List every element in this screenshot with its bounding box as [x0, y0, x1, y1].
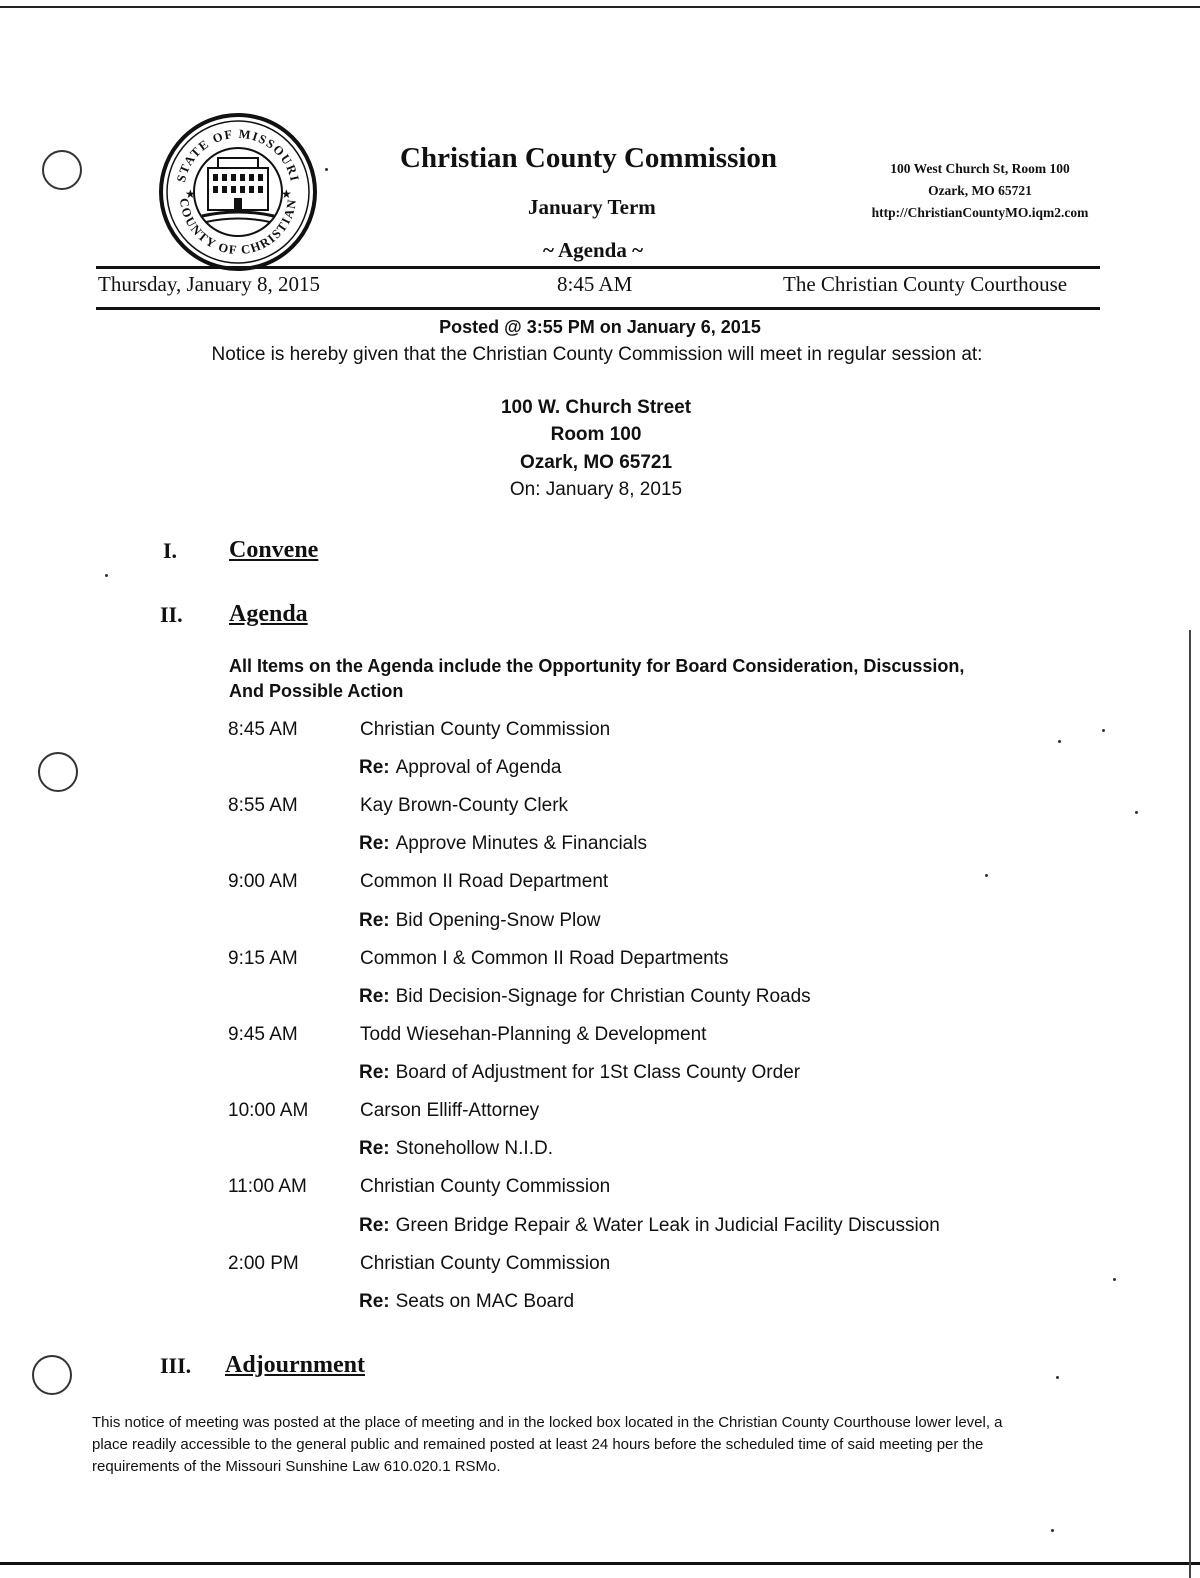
meeting-date: Thursday, January 8, 2015: [98, 272, 321, 296]
session-notice: Notice is hereby given that the Christian County Commission will meet in regular session at:: [211, 344, 983, 365]
agenda-item-subject-text: Bid Decision-Signage for Christian County Roads: [395, 986, 811, 1007]
agenda-item-presenter: Christian County Commission: [360, 1253, 611, 1274]
svg-text:★: ★: [185, 187, 196, 201]
agenda-item-subject: [359, 1062, 800, 1084]
term-label: January Term: [528, 195, 656, 219]
punch-hole-top: [42, 150, 82, 190]
location-city: Ozark, MO 65721: [519, 452, 673, 473]
agenda-item-subject: [359, 1215, 940, 1237]
website-link[interactable]: http://ChristianCountyMO.iqm2.com: [871, 205, 1089, 220]
scan-speck: [1056, 1376, 1059, 1379]
agenda-item-presenter: Christian County Commission: [360, 719, 611, 740]
agenda-item-time: 8:45 AM: [228, 719, 298, 740]
location-date: On: January 8, 2015: [509, 479, 683, 500]
agenda-intro: All Items on the Agenda include the Opportunity for Board Consideration, Discussion,: [229, 656, 965, 676]
agenda-item-presenter: Common II Road Department: [360, 871, 609, 892]
agenda-intro: And Possible Action: [229, 681, 404, 701]
address-city: Ozark, MO 65721: [928, 183, 1032, 198]
agenda-item-time: 2:00 PM: [228, 1253, 299, 1274]
scan-speck: [1135, 811, 1138, 814]
posted-notice: Posted @ 3:55 PM on January 6, 2015: [439, 317, 761, 337]
header-rule-bottom: [96, 307, 1100, 310]
section-title-convene: Convene: [229, 537, 319, 563]
re-label: Re:: [359, 986, 390, 1007]
location-street: 100 W. Church Street: [500, 397, 692, 418]
posting-statement: This notice of meeting was posted at the place of meeting and in the locked box located in the Christian County Courthouse lower level, a place readily accessible to the general public and remained posted at least 24 hours before the scheduled time of said meeting per the requirements of the Missouri Sunshine Law 610.020.1 RSMo.: [92, 1414, 1003, 1475]
section-title-adjournment: Adjournment: [225, 1352, 366, 1378]
section-number: II.: [160, 602, 183, 627]
section-title-agenda: Agenda: [229, 601, 308, 627]
re-label: Re:: [359, 910, 390, 931]
agenda-item-time: 9:15 AM: [228, 948, 298, 969]
agenda-item-subject-text: Green Bridge Repair & Water Leak in Judicial Facility Discussion: [395, 1215, 940, 1236]
scan-border-bottom: [0, 1562, 1200, 1565]
agenda-item-subject-text: Seats on MAC Board: [395, 1291, 575, 1312]
agenda-item-time: 10:00 AM: [228, 1100, 309, 1121]
scan-speck: [1113, 1278, 1116, 1281]
re-label: Re:: [359, 833, 390, 854]
agenda-item-subject-text: Approve Minutes & Financials: [395, 833, 647, 854]
agenda-heading: ~ Agenda ~: [543, 238, 644, 262]
agenda-item-subject: [359, 986, 811, 1008]
header-rule-top: [96, 266, 1100, 269]
agenda-item-subject-text: Approval of Agenda: [395, 757, 562, 778]
agenda-item-time: 11:00 AM: [228, 1176, 307, 1197]
scan-speck: [105, 574, 108, 577]
scan-speck: [1102, 729, 1105, 732]
address-street: 100 West Church St, Room 100: [890, 161, 1070, 176]
section-number: III.: [160, 1353, 192, 1378]
agenda-item-presenter: Common I & Common II Road Departments: [360, 948, 729, 969]
location-room: Room 100: [550, 424, 642, 445]
agenda-item-presenter: Carson Elliff-Attorney: [360, 1100, 540, 1121]
scan-speck: [985, 874, 988, 877]
agenda-item-subject: [359, 757, 561, 779]
meeting-place: The Christian County Courthouse: [783, 272, 1068, 296]
agenda-item-time: 9:00 AM: [228, 871, 298, 892]
re-label: Re:: [359, 1062, 390, 1083]
agenda-item-presenter: Christian County Commission: [360, 1176, 611, 1197]
re-label: Re:: [359, 1291, 390, 1312]
agenda-item-subject: [359, 1138, 553, 1160]
agenda-item-subject-text: Bid Opening-Snow Plow: [395, 910, 601, 931]
section-number: I.: [163, 538, 178, 563]
meeting-time: 8:45 AM: [557, 272, 633, 296]
agenda-item-subject-text: Stonehollow N.I.D.: [395, 1138, 553, 1159]
svg-text:STATE OF MISSOURI: STATE OF MISSOURI: [173, 126, 303, 184]
agenda-item-presenter: Todd Wiesehan-Planning & Development: [360, 1024, 707, 1045]
page-title: Christian County Commission: [400, 142, 778, 174]
agenda-item-subject: [359, 833, 647, 855]
scan-speck: [1051, 1529, 1054, 1532]
punch-hole-bottom: [32, 1355, 72, 1395]
agenda-item-subject-text: Board of Adjustment for 1St Class County Order: [395, 1062, 801, 1083]
commission-address: [845, 158, 1115, 224]
re-label: Re:: [359, 757, 390, 778]
re-label: Re:: [359, 1215, 390, 1236]
scan-border-right: [1189, 630, 1191, 1578]
county-seal-logo: [158, 112, 318, 272]
scan-speck: [1058, 740, 1061, 743]
scan-border-top: [0, 6, 1200, 8]
re-label: Re:: [359, 1138, 390, 1159]
agenda-item-subject: [359, 910, 601, 932]
scan-speck: [325, 168, 328, 171]
agenda-item-subject: [359, 1291, 574, 1313]
svg-text:★: ★: [281, 187, 292, 201]
agenda-item-presenter: Kay Brown-County Clerk: [360, 795, 569, 816]
svg-text:COUNTY OF CHRISTIAN: COUNTY OF CHRISTIAN: [176, 197, 300, 258]
agenda-item-time: 8:55 AM: [228, 795, 298, 816]
agenda-item-time: 9:45 AM: [228, 1024, 298, 1045]
punch-hole-middle: [38, 752, 78, 792]
